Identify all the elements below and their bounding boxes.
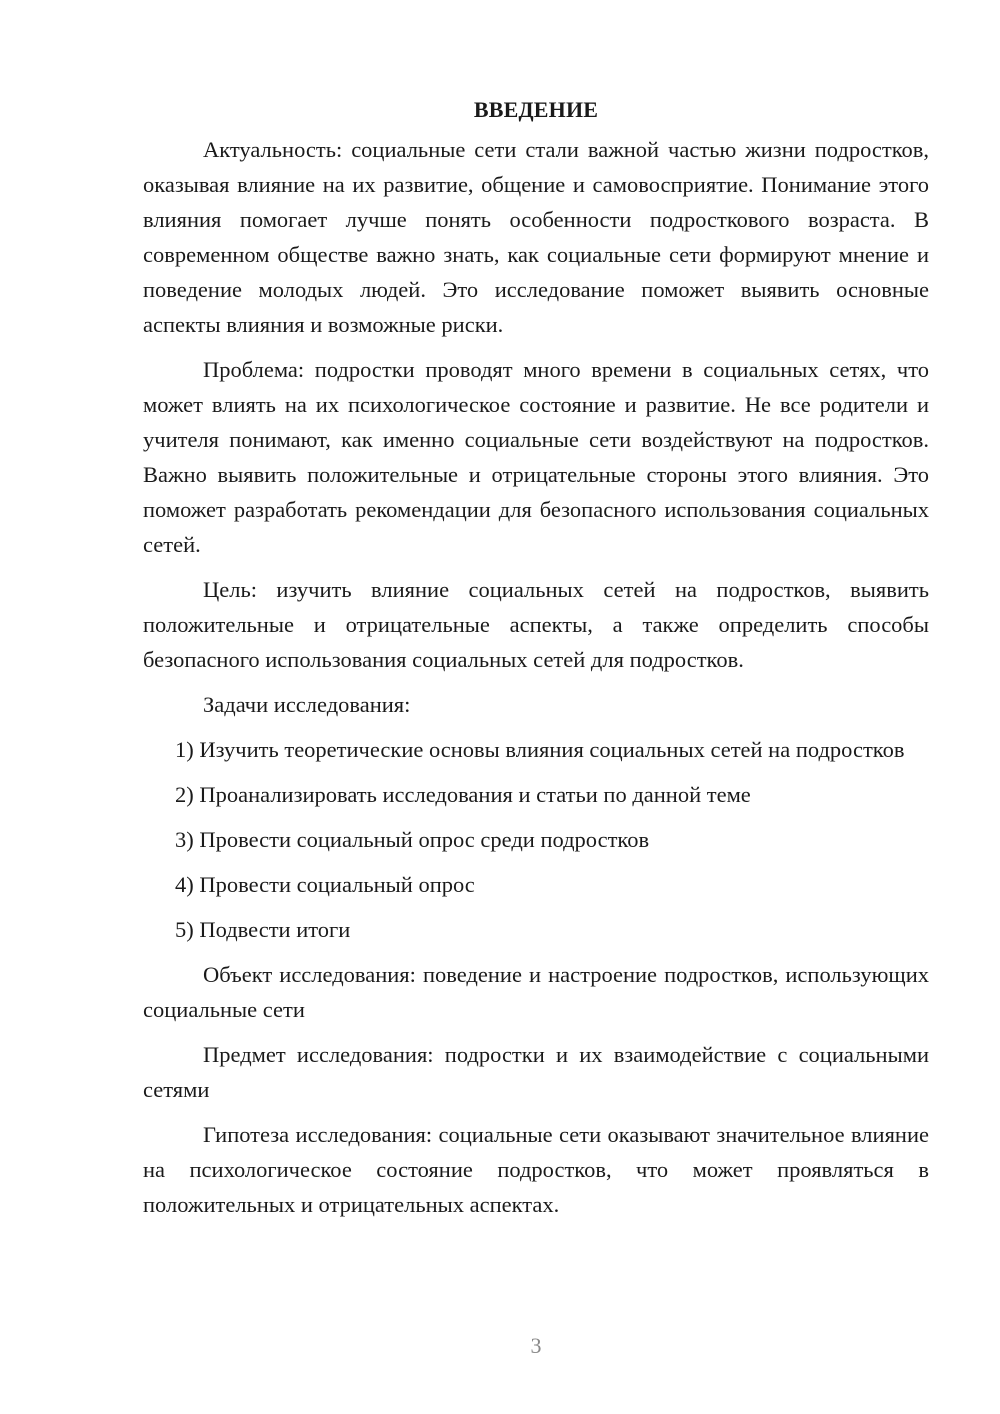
tasks-title: Задачи исследования: [203,692,411,717]
goal-paragraph: Цель: изучить влияние социальных сетей на подростков, выявить положительные и отрицательные аспекты, а также определить способы безопасного использования социальных сетей для подростков. [143,577,929,672]
object-paragraph: Объект исследования: поведение и настроение подростков, использующих социальные сети [143,962,929,1022]
document-body [143,92,929,1232]
task-item: 2) Проанализировать исследования и статьи по данной теме [175,782,751,807]
task-item: 3) Провести социальный опрос среди подростков [175,827,650,852]
task-item: 5) Подвести итоги [175,917,351,942]
page-number: 3 [530,1333,542,1358]
section-heading: ВВЕДЕНИЕ [473,97,599,122]
hypothesis-paragraph: Гипотеза исследования: социальные сети оказывают значительное влияние на психологическое состояние подростков, что может проявляться в положительных и отрицательных аспектах. [143,1122,929,1217]
subject-paragraph: Предмет исследования: подростки и их взаимодействие с социальными сетями [143,1042,929,1102]
problem-paragraph: Проблема: подростки проводят много времени в социальных сетях, что может влиять на их психологическое состояние и развитие. Не все родители и учителя понимают, как именно социальные сети воздействуют на подростков. Важно выявить положительные и отрицательные стороны этого влияния. Это поможет разработать рекомендации для безопасного использования социальных сетей. [143,357,929,557]
task-item: 1) Изучить теоретические основы влияния социальных сетей на подростков [175,737,905,762]
relevance-paragraph: Актуальность: социальные сети стали важной частью жизни подростков, оказывая влияние на их развитие, общение и самовосприятие. Понимание этого влияния помогает лучше понять особенности подросткового возраста. В современном обществе важно знать, как социальные сети формируют мнение и поведение молодых людей. Это исследование поможет выявить основные аспекты влияния и возможные риски. [143,137,929,337]
tasks-list [143,732,929,947]
task-item: 4) Провести социальный опрос [175,872,475,897]
